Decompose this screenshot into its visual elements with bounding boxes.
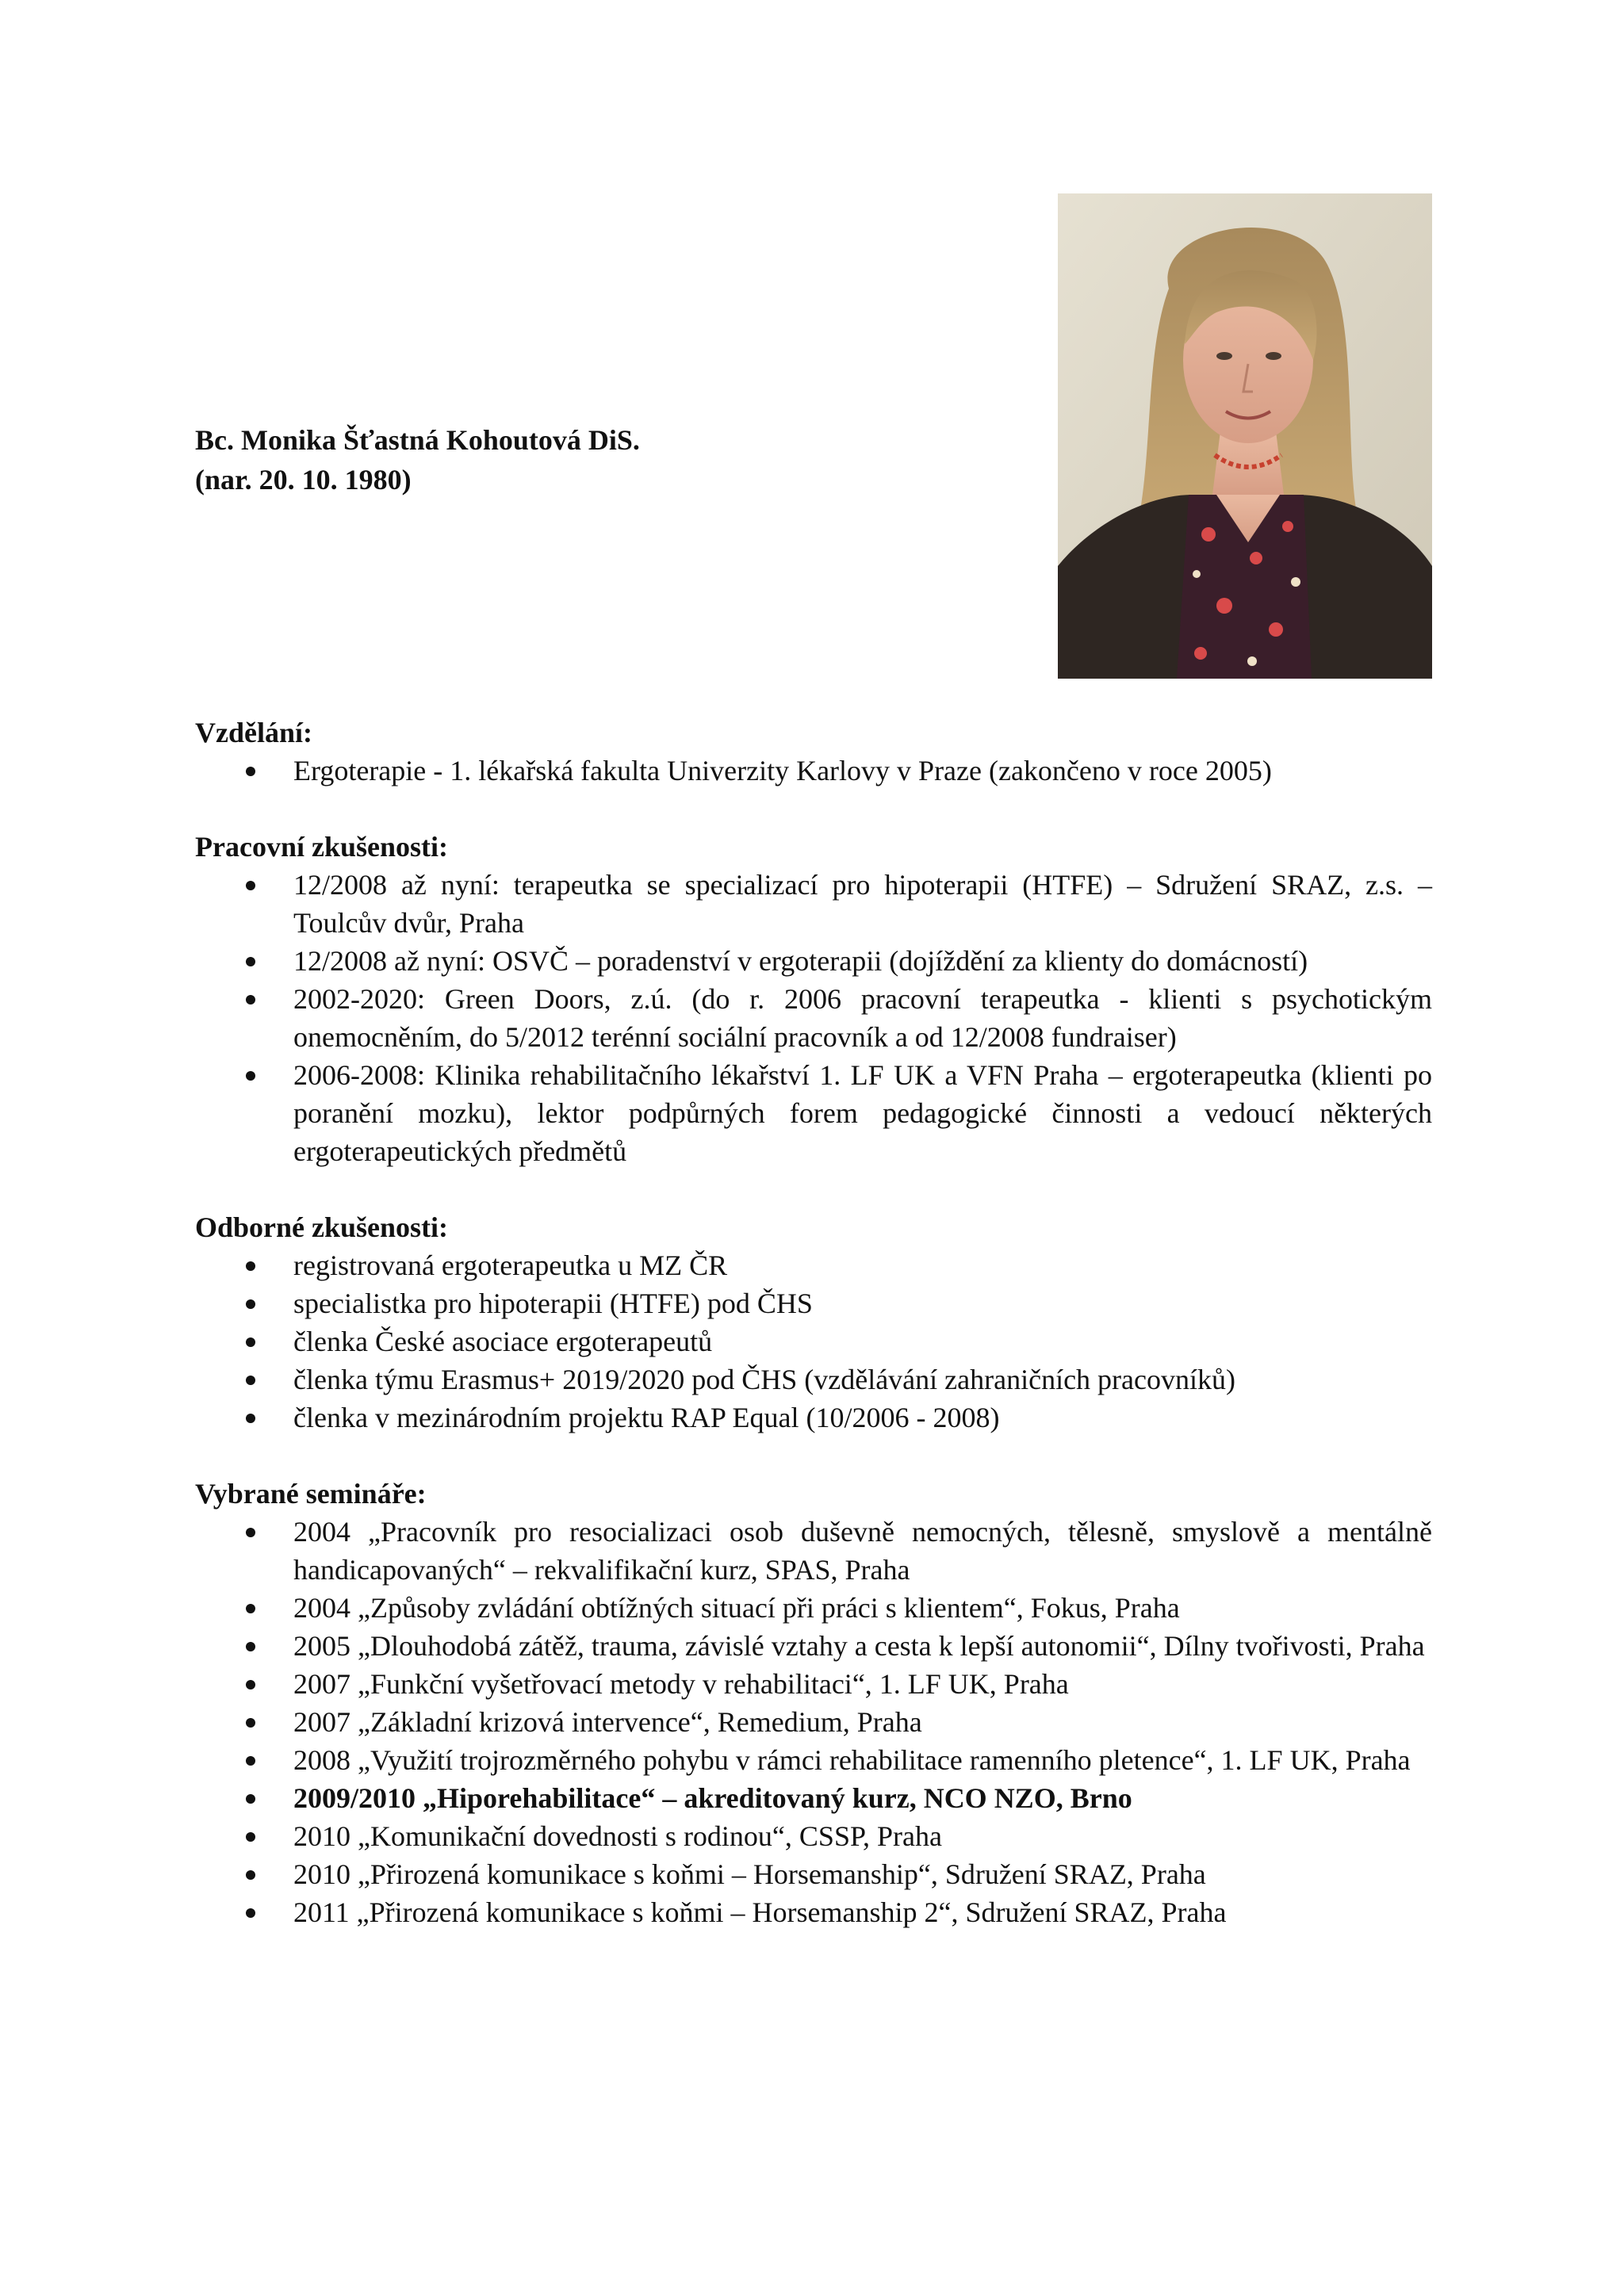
list-item: 2010 „Komunikační dovednosti s rodinou“, CSSP, Praha bbox=[195, 1817, 1432, 1855]
bullet-icon bbox=[246, 1756, 255, 1766]
bullet-icon bbox=[246, 1870, 255, 1880]
name-block bbox=[195, 420, 640, 499]
professional-list bbox=[195, 1246, 1432, 1437]
list-item: 2004 „Pracovník pro resocializaci osob duševně nemocných, tělesně, smyslově a mentálně handicapovaných“ – rekvalifikační kurz, SPAS, Praha bbox=[195, 1513, 1432, 1589]
bullet-icon bbox=[246, 995, 255, 1004]
bullet-icon bbox=[246, 1528, 255, 1537]
list-item: 2011 „Přirozená komunikace s koňmi – Horsemanship 2“, Sdružení SRAZ, Praha bbox=[195, 1893, 1432, 1931]
bullet-icon bbox=[246, 1604, 255, 1613]
list-item: 2004 „Způsoby zvládání obtížných situací při práci s klientem“, Fokus, Praha bbox=[195, 1589, 1432, 1627]
portrait-image bbox=[1058, 193, 1432, 679]
list-item: 2008 „Využití trojrozměrného pohybu v rámci rehabilitace ramenního pletence“, 1. LF UK, Praha bbox=[195, 1741, 1432, 1779]
seminars-list bbox=[195, 1513, 1432, 1931]
bullet-icon bbox=[246, 1908, 255, 1918]
bullet-icon bbox=[246, 957, 255, 966]
bullet-icon bbox=[246, 1680, 255, 1689]
person-birth: (nar. 20. 10. 1980) bbox=[195, 464, 412, 496]
work-list bbox=[195, 866, 1432, 1170]
list-item: 2007 „Funkční vyšetřovací metody v rehabilitaci“, 1. LF UK, Praha bbox=[195, 1665, 1432, 1703]
bullet-icon bbox=[246, 1718, 255, 1728]
portrait-photo bbox=[1058, 193, 1432, 679]
list-item: členka týmu Erasmus+ 2019/2020 pod ČHS (vzdělávání zahraničních pracovníků) bbox=[195, 1360, 1432, 1399]
section-title-seminars: Vybrané semináře: bbox=[195, 1478, 427, 1510]
bullet-icon bbox=[246, 1642, 255, 1651]
list-item: 2007 „Základní krizová intervence“, Remedium, Praha bbox=[195, 1703, 1432, 1741]
section-title-education: Vzdělání: bbox=[195, 717, 312, 748]
section-title-work: Pracovní zkušenosti: bbox=[195, 831, 448, 863]
list-item: 2002-2020: Green Doors, z.ú. (do r. 2006 pracovní terapeutka - klienti s psychotickým onemocněním, do 5/2012 terénní sociální pracovník a od 12/2008 fundraiser) bbox=[195, 980, 1432, 1056]
bullet-icon bbox=[246, 881, 255, 890]
list-item: 2009/2010 „Hiporehabilitace“ – akreditovaný kurz, NCO NZO, Brno bbox=[195, 1779, 1432, 1817]
section-education bbox=[195, 714, 1432, 790]
section-seminars bbox=[195, 1475, 1432, 1931]
list-item: členka v mezinárodním projektu RAP Equal (10/2006 - 2008) bbox=[195, 1399, 1432, 1437]
bullet-icon bbox=[246, 1414, 255, 1423]
list-item: 12/2008 až nyní: terapeutka se specializací pro hipoterapii (HTFE) – Sdružení SRAZ, z.s. – Toulcův dvůr, Praha bbox=[195, 866, 1432, 942]
bullet-icon bbox=[246, 1376, 255, 1385]
list-item: 2010 „Přirozená komunikace s koňmi – Horsemanship“, Sdružení SRAZ, Praha bbox=[195, 1855, 1432, 1893]
bullet-icon bbox=[246, 1832, 255, 1842]
list-item: specialistka pro hipoterapii (HTFE) pod ČHS bbox=[195, 1284, 1432, 1322]
cv-content bbox=[195, 714, 1432, 1969]
list-item: registrovaná ergoterapeutka u MZ ČR bbox=[195, 1246, 1432, 1284]
education-list bbox=[195, 752, 1432, 790]
section-work bbox=[195, 828, 1432, 1170]
list-item: 2005 „Dlouhodobá zátěž, trauma, závislé vztahy a cesta k lepší autonomii“, Dílny tvořivosti, Praha bbox=[195, 1627, 1432, 1665]
bullet-icon bbox=[246, 1337, 255, 1347]
bullet-icon bbox=[246, 1794, 255, 1804]
bullet-icon bbox=[246, 1261, 255, 1271]
list-item: Ergoterapie - 1. lékařská fakulta Univerzity Karlovy v Praze (zakončeno v roce 2005) bbox=[195, 752, 1432, 790]
person-name: Bc. Monika Šťastná Kohoutová DiS. bbox=[195, 424, 640, 456]
list-item: 12/2008 až nyní: OSVČ – poradenství v ergoterapii (dojíždění za klienty do domácností) bbox=[195, 942, 1432, 980]
list-item: členka České asociace ergoterapeutů bbox=[195, 1322, 1432, 1360]
section-title-professional: Odborné zkušenosti: bbox=[195, 1211, 449, 1243]
section-professional bbox=[195, 1208, 1432, 1437]
bullet-icon bbox=[246, 1299, 255, 1309]
bullet-icon bbox=[246, 767, 255, 776]
bullet-icon bbox=[246, 1071, 255, 1081]
list-item: 2006-2008: Klinika rehabilitačního lékařství 1. LF UK a VFN Praha – ergoterapeutka (klienti po poranění mozku), lektor podpůrných forem pedagogické činnosti a vedoucí některých ergoterapeutických předmětů bbox=[195, 1056, 1432, 1170]
